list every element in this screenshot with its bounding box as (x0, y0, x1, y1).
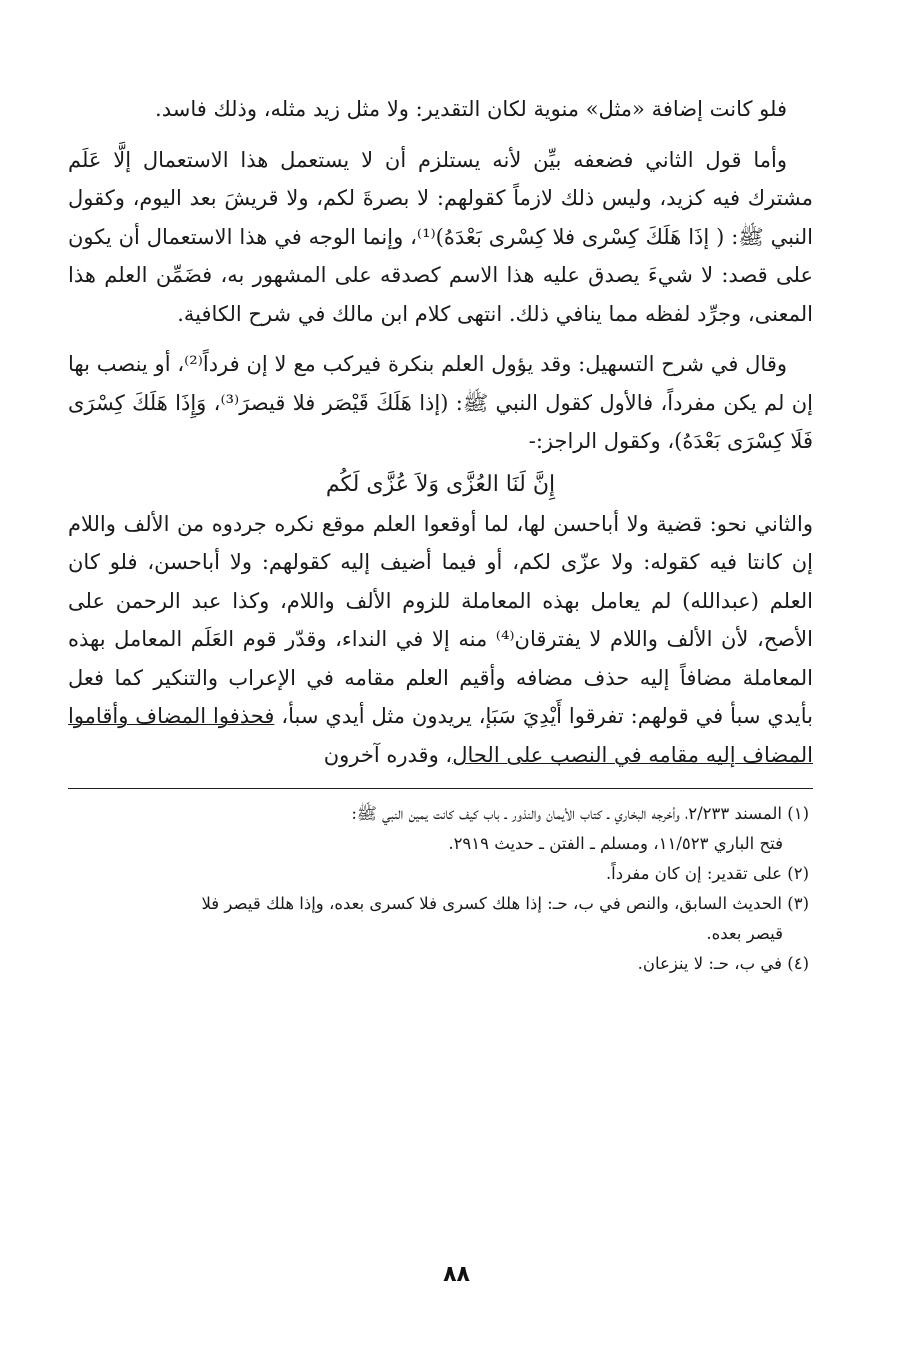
footnote-separator (68, 788, 813, 789)
paragraph-3 (68, 505, 813, 775)
footnote-mark: (٣) (787, 894, 809, 913)
poetry-verse: إِنَّ لَنَا العُزَّى وَلاَ عُزَّى لَكُم (325, 471, 556, 497)
footnote-mark: (٢) (787, 864, 809, 883)
paragraph-3-underlined: فحذفوا المضاف وأقاموا المضاف إليه مقامه في النصب على الحال (68, 704, 813, 767)
footnote-text: المسند ٢/٢٣٣، وأخرجه البخاري ـ كتاب الأيمان والنذور ـ باب كيف كانت يمين النبي ﷺ: (351, 804, 782, 823)
footnote-text: على تقدير: إن كان مفرداً. (605, 864, 782, 883)
footnote-mark: (٤) (787, 954, 809, 973)
paragraph-2: وقال في شرح التسهيل: وقد يؤول العلم بنكرة فيركب مع لا إن فرداً⁽²⁾، أو ينصب بها إن لم يكن مفرداً، فالأول كقول النبي ﷺ: (إذا هَلَكَ قَيْصَر فلا قيصرَ⁽³⁾، وَإِذَا هَلَكَ كِسْرَى فَلَا كِسْرَى بَعْدَهُ)، وكقول الراجز:- (68, 352, 813, 453)
footnote-2 (68, 859, 813, 889)
footnote-1 (68, 799, 813, 859)
paragraph-3-tail: ، وقدره آخرون (323, 742, 453, 767)
footnotes (68, 799, 813, 979)
footnote-continuation: فتح الباري ١١/٥٢٣، ومسلم ـ الفتن ـ حديث ٢٩١٩. (448, 834, 783, 853)
paragraph-1: وأما قول الثاني فضعفه بيِّن لأنه يستلزم أن لا يستعمل هذا الاستعمال إلَّا عَلَم مشترك فيه كزيد، وليس ذلك لازماً كقولهم: لا بصرةَ لكم، ولا قريشَ بعد اليوم، وكقول النبي ﷺ: ( إذَا هَلَكَ كِسْرى فلا كِسْرى بَعْدَهُ)⁽¹⁾، وإنما الوجه في هذا الاستعمال أن يكون على قصد: لا شيءَ يصدق عليه هذا الاسم كصدقه على المشهور به، فضَمِّن العلم هذا المعنى، وجرِّد لفظه مما ينافي ذلك. انتهى كلام ابن مالك في شرح الكافية. (68, 147, 813, 326)
footnote-mark: (١) (787, 804, 809, 823)
footnote-continuation: قيصر بعده. (706, 924, 783, 943)
paragraph-3-main: والثاني نحو: قضية ولا أباحسن لها، لما أوقعوا العلم موقع نكره جردوه من الألف واللام إن كانتا فيه كقوله: ولا عزّى لكم، أو فيما أضيف إليه كقولهم: ولا أباحسن، فلو كان العلم (عبدالله) لم يعامل بهذه المعاملة للزوم الألف واللام، وكذا عبد الرحمن على الأصح، لأن الألف واللام لا يفترقان⁽⁴⁾ منه إلا في النداء، وقدّر قوم العَلَم المعامل بهذه المعاملة مضافاً إليه حذف مضافه وأقيم العلم مقامه في الإعراب والتنكير كما فعل بأيدي سبأ في قولهم: تفرقوا أَيْدِيَ سَبَإ، يريدون مثل أيدي سبأ، (68, 511, 813, 728)
page-content (68, 90, 813, 979)
footnote-text: في ب، حـ: لا ينزعان. (637, 954, 782, 973)
footnote-3 (68, 889, 813, 949)
page-number: ٨٨ (443, 1262, 470, 1287)
footnote-text: الحديث السابق، والنص في ب، حـ: إذا هلك كسرى فلا كسرى بعده، وإذا هلك قيصر فلا (201, 894, 782, 913)
opening-line: فلو كانت إضافة «مثل» منوية لكان التقدير: ولا مثل زيد مثله، وذلك فاسد. (155, 97, 787, 121)
footnote-4 (68, 949, 813, 979)
